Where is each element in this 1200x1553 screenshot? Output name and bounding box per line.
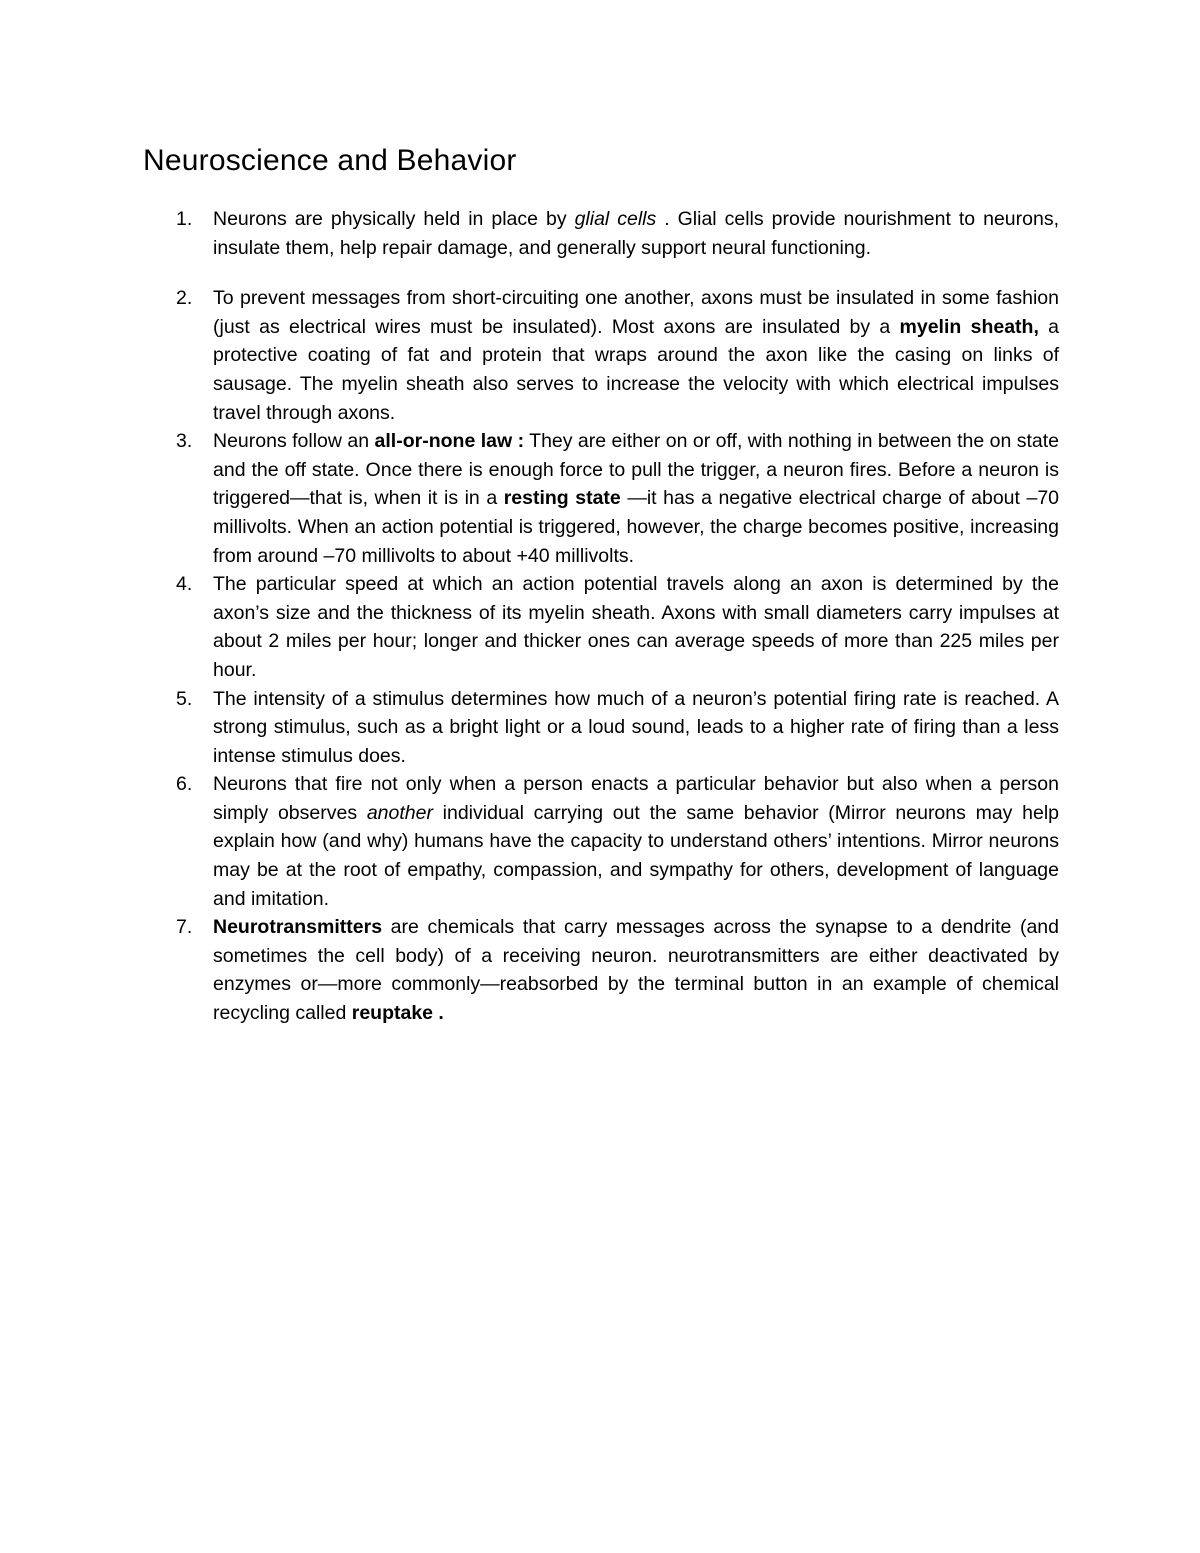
list-item-text xyxy=(213,205,1059,262)
italic-term: glial cells xyxy=(574,208,657,230)
text-run: The intensity of a stimulus determines how much of a neuron’s potential firing rate is reached. A strong stimulus, such as a bright light or a loud sound, leads to a higher rate of firing than a less intense stimulus does. xyxy=(213,687,1059,767)
list-item-text xyxy=(213,770,1059,913)
text-run: The particular speed at which an action potential travels along an axon is determined by the axon’s size and the thickness of its myelin sheath. Axons with small diameters carry impulses at about 2 miles per hour; longer and thicker ones can average speeds of more than 225 miles per hour. xyxy=(213,573,1059,681)
list-item-6 xyxy=(143,770,1059,913)
text-run: . Glial cells provide nourishment to neurons, insulate them, help repair damage, and generally support neural functioning. xyxy=(213,208,1059,259)
text-run: individual carrying out the same behavior (Mirror neurons may help explain how (and why) humans have the capacity to understand others’ intentions. Mirror neurons may be at the root of empathy, compassion, and sympathy for others, development of language and imitation. xyxy=(213,801,1060,910)
list-item-number: 3. xyxy=(176,430,193,453)
text-run: Neurons follow an xyxy=(213,430,375,453)
list-item-number: 1. xyxy=(176,208,193,230)
text-run: Neurons are physically held in place by xyxy=(213,208,575,230)
list-item-number: 4. xyxy=(176,573,193,596)
text-run: are chemicals that carry messages across the synapse to a dendrite (and sometimes the cell body) of a receiving neuron. neurotransmitters are either deactivated by enzymes or—more commonly—reabsorbed by the terminal button in an example of chemical recycling called xyxy=(213,916,1059,1025)
list-item-text xyxy=(213,284,1059,427)
list-item-5 xyxy=(143,685,1059,771)
bold-term: myelin sheath, xyxy=(899,315,1039,338)
list-item-text xyxy=(213,427,1059,570)
text-run: —it has a negative electrical charge of about –70 millivolts. When an action potential is triggered, however, the charge becomes positive, increasing from around –70 millivolts to about +40 millivolts. xyxy=(213,487,1060,567)
list-item-number: 5. xyxy=(176,687,193,710)
bold-term: all-or-none law : xyxy=(374,430,525,453)
list-item-1 xyxy=(143,205,1059,262)
text-run: They are either on or off, with nothing in between the on state and the off state. Once there is enough force to pull the trigger, a neuron fires. Before a neuron is triggered—that is, when it is in a xyxy=(213,430,1059,510)
text-run: a protective coating of fat and protein that wraps around the axon like the casing on links of sausage. The myelin sheath also serves to increase the velocity with which electrical impulses travel through axons. xyxy=(213,315,1060,424)
list-item-7 xyxy=(143,913,1059,1027)
list-item-text xyxy=(213,570,1059,684)
list-item-number: 6. xyxy=(176,773,193,796)
page-title: Neuroscience and Behavior xyxy=(143,144,517,177)
bold-term: Neurotransmitters xyxy=(213,916,383,939)
list-item-number: 2. xyxy=(176,287,193,310)
bold-term: reuptake . xyxy=(351,1002,444,1025)
numbered-list xyxy=(143,205,1059,1028)
list-item-number: 7. xyxy=(176,916,193,939)
list-item-text xyxy=(213,913,1059,1027)
italic-term: another xyxy=(366,801,433,824)
list-item-3 xyxy=(143,427,1059,570)
list-item-2 xyxy=(143,284,1059,427)
list-item-text xyxy=(213,685,1059,771)
text-run: To prevent messages from short-circuiting one another, axons must be insulated in some fashion (just as electrical wires must be insulated). Most axons are insulated by a xyxy=(213,287,1059,338)
bold-term: resting state xyxy=(503,487,621,510)
text-run: Neurons that fire not only when a person enacts a particular behavior but also when a person simply observes xyxy=(213,773,1059,824)
list-item-4 xyxy=(143,570,1059,684)
